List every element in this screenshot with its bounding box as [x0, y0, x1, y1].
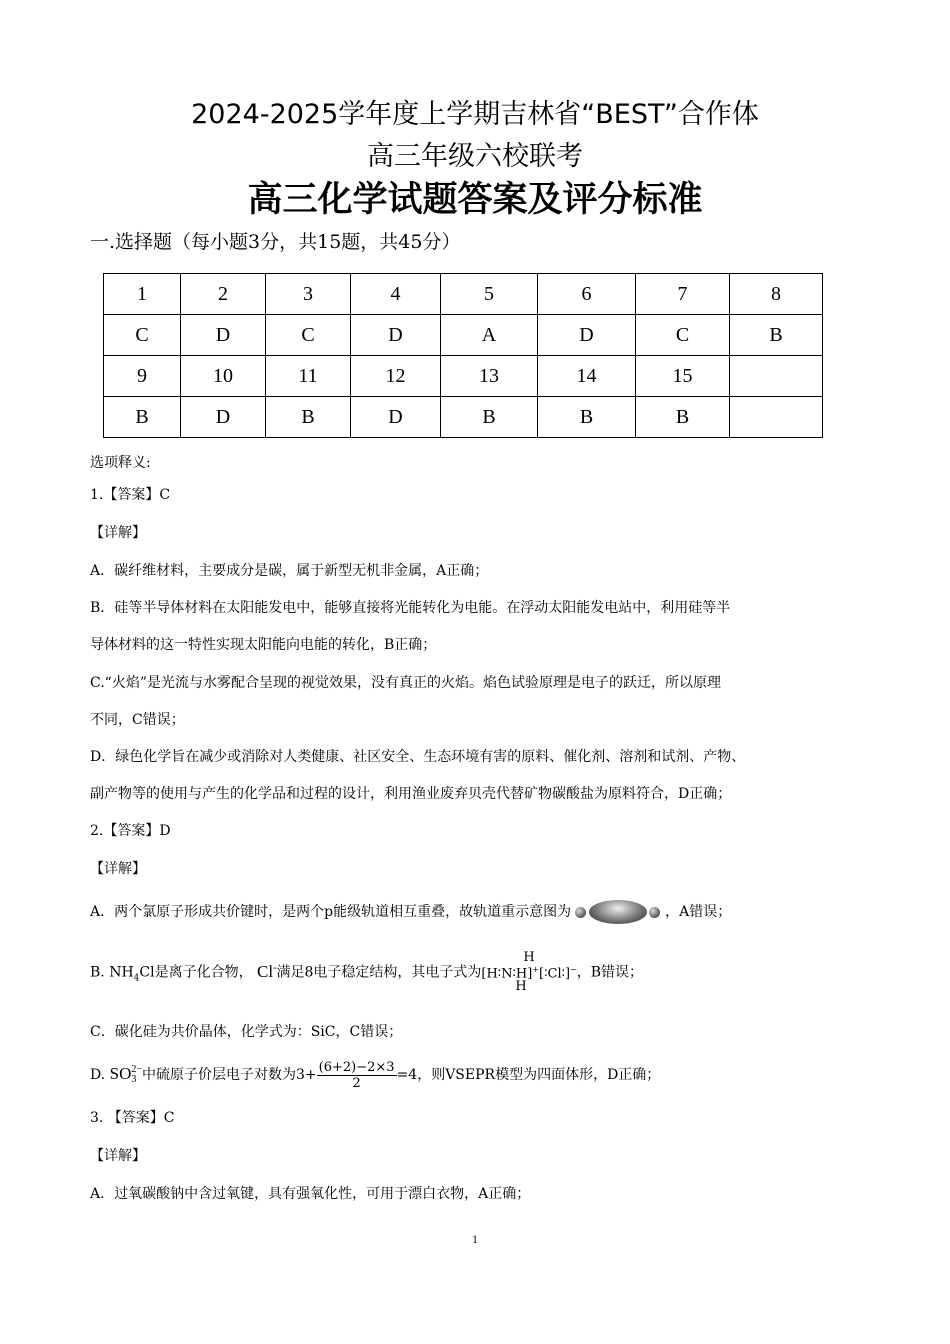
fraction [317, 1060, 397, 1091]
table-cell [730, 356, 823, 397]
q1-option-c-line1: C.“火焰”是光流与水雾配合呈现的视觉效果，没有真正的火焰。焰色试验原理是电子的跃迁，所以原理 [90, 675, 721, 691]
atom-sphere [649, 907, 660, 918]
lewis-h-top: H [523, 950, 535, 966]
q2-option-b-text: 满足8电子稳定结构，其电子式为 [276, 964, 482, 981]
fraction-numerator: (6+2)−2×3 [318, 1059, 395, 1075]
q2-option-b-text: B. NH [90, 964, 134, 981]
table-cell: D [538, 315, 636, 356]
q1-option-b-line2: 导体材料的这一特性实现太阳能向电能的转化，B正确； [90, 637, 437, 653]
table-cell: B [441, 397, 538, 438]
section-1-title: 一.选择题（每小题3分，共15题，共45分） [90, 231, 461, 253]
table-cell: 4 [351, 274, 441, 315]
superscript: - [273, 962, 277, 973]
lewis-ammonium: [H∶N∶H] [481, 966, 533, 982]
q1-detail-heading: 【详解】 [90, 525, 146, 541]
q1-option-b-line1: B．硅等半导体材料在太阳能发电中，能够直接将光能转化为电能。在浮动太阳能发电站中，利用硅等半 [90, 600, 731, 616]
superscript: + [532, 965, 540, 975]
q2-detail-heading: 【详解】 [90, 861, 146, 877]
table-cell: 3 [266, 274, 351, 315]
table-cell: 11 [266, 356, 351, 397]
q2-option-d [90, 1052, 870, 1097]
table-cell: 9 [104, 356, 181, 397]
table-cell [730, 397, 823, 438]
table-cell: B [730, 315, 823, 356]
q1-option-a: A．碳纤维材料，主要成分是碳，属于新型无机非金属，A正确； [90, 563, 489, 579]
table-cell: D [181, 315, 266, 356]
header-line-2: 高三年级六校联考 [367, 141, 583, 172]
table-cell: 14 [538, 356, 636, 397]
atom-sphere [575, 907, 586, 918]
table-cell: B [538, 397, 636, 438]
table-cell: 6 [538, 274, 636, 315]
table-row [104, 315, 823, 356]
q1-option-d-line1: D．绿色化学旨在减少或消除对人类健康、社区安全、生态环境有害的原料、催化剂、溶剂和试剂、产物、 [90, 749, 746, 765]
table-cell: A [441, 315, 538, 356]
q2-option-d-text: D. [90, 1067, 106, 1083]
chloride-ion-symbol: Cl [257, 961, 274, 981]
subscript: 4 [133, 973, 140, 984]
sulfite-indices [131, 1065, 142, 1085]
page-number: 1 [472, 1232, 478, 1246]
q2-answer: 2.【答案】D [90, 823, 171, 839]
table-cell: 1 [104, 274, 181, 315]
table-cell: D [351, 397, 441, 438]
table-cell: B [104, 397, 181, 438]
q2-option-a-end: ，A错误； [665, 904, 732, 920]
table-cell: 5 [441, 274, 538, 315]
orbital-lobe [589, 900, 647, 924]
fraction-denominator: 2 [352, 1075, 361, 1091]
header-line-1: 2024-2025学年度上学期吉林省“BEST”合作体 [191, 99, 759, 130]
q2-option-d-text: 中硫原子价层电子对数为3+ [142, 1067, 317, 1083]
q2-option-b-text: Cl是离子化合物， [139, 964, 253, 981]
table-row [104, 274, 823, 315]
sulfite-symbol: SO [109, 1064, 132, 1083]
sulfite-ion [109, 1064, 143, 1086]
lewis-structure [481, 952, 576, 992]
q2-option-c: C．碳化硅为共价晶体，化学式为：SiC，C错误； [90, 1024, 403, 1040]
q2-option-a [90, 899, 870, 925]
answer-table [103, 273, 823, 438]
q2-option-b-end: ，B错误； [576, 964, 644, 981]
q2-option-a-text: A．两个氯原子形成共价键时，是两个p能级轨道相互重叠，故轨道重示意图为 [90, 904, 572, 920]
table-cell: D [351, 315, 441, 356]
p-orbital-overlap-image [575, 899, 661, 925]
document-title: 高三化学试题答案及评分标准 [247, 180, 703, 220]
table-cell: D [181, 397, 266, 438]
table-cell: 7 [636, 274, 730, 315]
table-cell: C [266, 315, 351, 356]
table-cell: 2 [181, 274, 266, 315]
table-cell: B [636, 397, 730, 438]
q3-option-a: A．过氧碳酸钠中含过氧键，具有强氧化性，可用于漂白衣物，A正确； [90, 1186, 531, 1202]
table-cell: 12 [351, 356, 441, 397]
explanations-intro: 选项释义: [90, 455, 151, 471]
superscript: − [570, 965, 577, 975]
q3-detail-heading: 【详解】 [90, 1148, 146, 1164]
q2-option-d-end: =4，则VSEPR模型为四面体形，D正确； [396, 1067, 661, 1083]
table-cell: 8 [730, 274, 823, 315]
q3-answer: 3. 【答案】C [90, 1110, 175, 1126]
q1-answer: 1.【答案】C [90, 487, 171, 503]
table-cell: C [104, 315, 181, 356]
q2-option-b [90, 948, 870, 998]
subscript: 3 [131, 1074, 137, 1086]
table-row [104, 397, 823, 438]
superscript: 2− [131, 1064, 143, 1076]
table-cell: 15 [636, 356, 730, 397]
lewis-h-bottom: H [515, 978, 527, 994]
q1-option-d-line2: 副产物等的使用与产生的化学品和过程的设计，利用渔业废弃贝壳代替矿物碳酸盐为原料符合，D正确； [90, 786, 732, 802]
table-cell: B [266, 397, 351, 438]
table-cell: 13 [441, 356, 538, 397]
table-cell: C [636, 315, 730, 356]
q1-option-c-line2: 不同，C错误； [90, 712, 185, 728]
lewis-chloride: [∶Cl∶] [539, 966, 571, 982]
table-row [104, 356, 823, 397]
chloride-ion [257, 962, 276, 981]
table-cell: 10 [181, 356, 266, 397]
